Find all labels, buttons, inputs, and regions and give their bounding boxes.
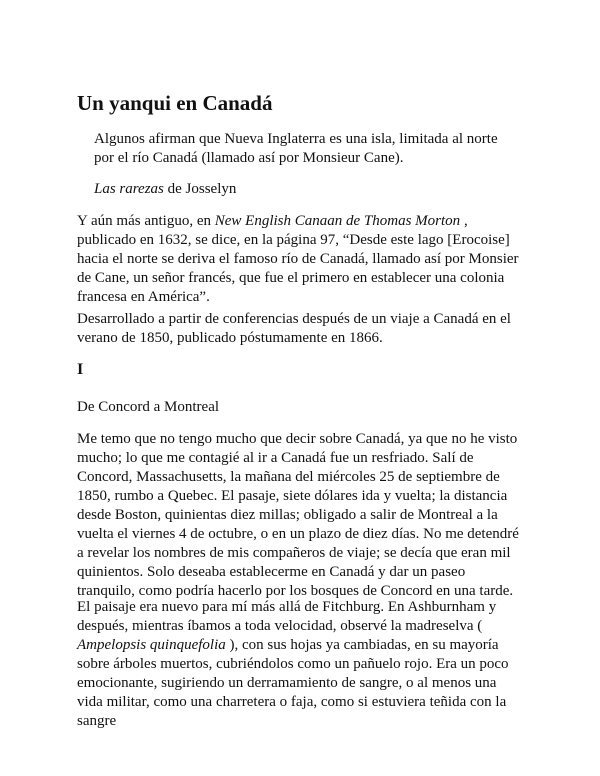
chapter-title: De Concord a Montreal (77, 399, 220, 415)
epigraph-quote: Algunos afirman que Nueva Inglaterra es una isla, limitada al norte por el río Canadá (llamado así por Monsieur Cane). (94, 131, 498, 166)
paragraph-morton-book-title: New English Canaan de Thomas Morton (214, 213, 461, 229)
paragraph-origin-note: Desarrollado a partir de conferencias después de un viaje a Canadá en el verano de 1850, publicado póstumamente en 1866. (77, 311, 511, 346)
chapter-number: I (77, 361, 84, 378)
page-title: Un yanqui en Canadá (77, 91, 273, 115)
epigraph-source-title: Las rarezas (94, 181, 164, 197)
paragraph-morton-after: , publicado en 1632, se dice, en la página 97, “Desde este lago [Erocoise] hacia el norte se deriva el famoso río de Canadá, llamado así por Monsier de Cane, un señor francés, que fue el primero en establecer una colonia francesa en América”. (77, 213, 519, 305)
paragraph-fitchburg-before: El paisaje era nuevo para mí más allá de Fitchburg. En Ashburnham y después, mientras íbamos a toda velocidad, observé la madreselva ( (77, 599, 497, 634)
paragraph-concord-departure: Me temo que no tengo mucho que decir sobre Canadá, ya que no he visto mucho; lo que me contagié al ir a Canadá fue un resfriado. Salí de Concord, Massachusetts, la mañana del miércoles 25 de septiembre de 1850, rumbo a Quebec. El pasaje, siete dólares ida y vuelta; la distancia desde Boston, quinientas diez millas; obligado a salir de Montreal a la vuelta el viernes 4 de octubre, o en un plazo de diez días. No me detendré a revelar los nombres de mis compañeros de viaje; se decía que eran mil quinientos. Solo deseaba establecerme en Canadá y dar un paseo tranquilo, como podría hacerlo por los bosques de Concord en una tarde. (77, 431, 519, 599)
paragraph-morton (77, 212, 522, 307)
paragraph-fitchburg-species: Ampelopsis quinquefolia (77, 637, 226, 653)
paragraph-fitchburg-scenery (77, 598, 522, 731)
epigraph-source-author: de Josselyn (163, 181, 237, 197)
epigraph-source (94, 180, 519, 199)
paragraph-morton-before: Y aún más antiguo, en (77, 213, 215, 229)
paragraph-fitchburg-after: ), con sus hojas ya cambiadas, en su mayoría sobre árboles muertos, cubriéndolos como un pañuelo rojo. Era un poco emocionante, sugiriendo un derramamiento de sangre, o al menos una vida militar, como una charretera o faja, como si estuviera teñida con la sangre (77, 637, 509, 729)
